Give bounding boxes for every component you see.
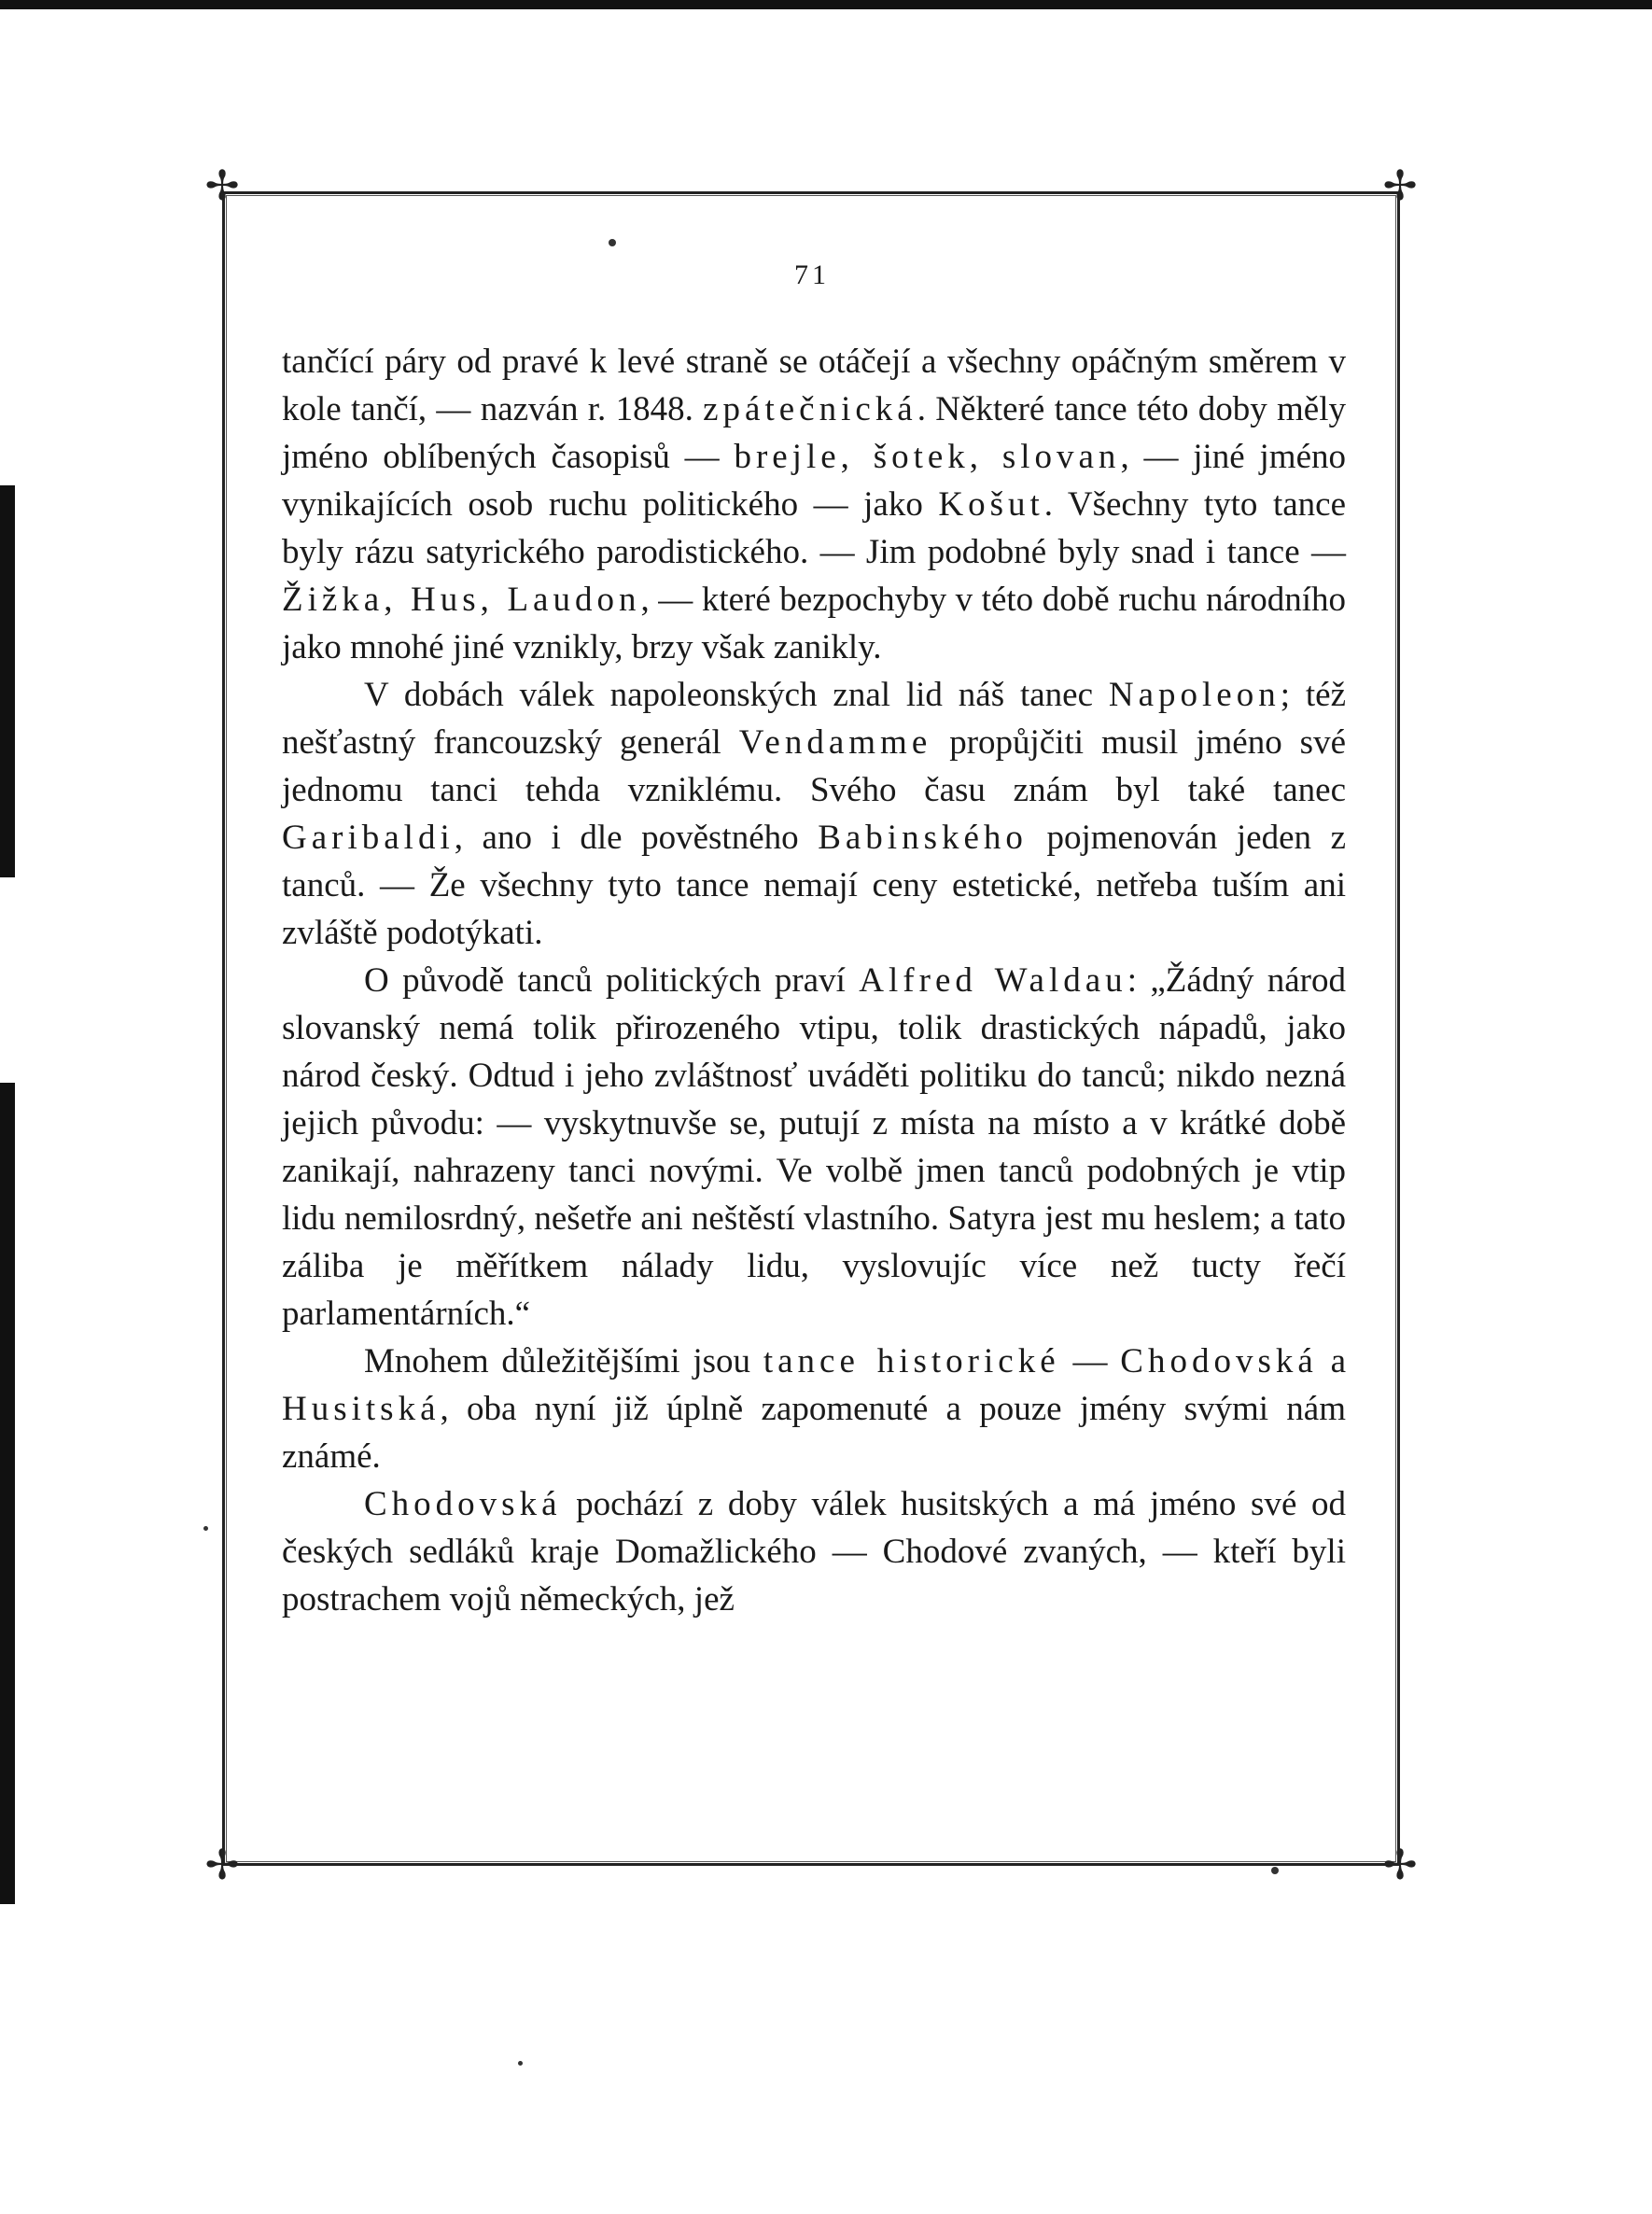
corner-ornament-bottom-left-icon: ✢ [204,1842,240,1889]
text-run: , oba nyní již úplně zapomenuté a pouze jmény svými nám známé. [282,1390,1346,1476]
spaced-name: Vendamme [738,723,932,762]
body-text [282,338,1346,1623]
text-run: propůjčiti musil jméno své jednomu tanci tehda vzniklému. Svého času znám byl také tanec [282,723,1346,809]
text-run: . Některé tance této doby měly jméno oblíbených časopisů — [282,390,1346,476]
corner-ornament-top-right-icon: ✢ [1382,162,1418,210]
page-number: 71 [794,259,830,290]
text-run: pojmenován jeden z tanců. — Že všechny tyto tance nemají ceny estetické, netřeba tuším ani zvláště podotýkati. [282,819,1346,952]
paragraph [282,1338,1346,1480]
spaced-name: zpátečnická [703,390,917,428]
corner-ornament-top-left-icon: ✢ [204,162,240,210]
text-run: a [1317,1342,1347,1380]
speck [1271,1867,1279,1874]
text-run: Mnohem důležitějšími jsou [364,1342,763,1380]
left-margin-mark [0,485,15,877]
spaced-name: Chodovská [1120,1342,1318,1380]
spaced-name: brejle, šotek, slovan [734,438,1121,476]
text-run: , — které bezpochyby v této době ruchu národního jako mnohé jiné vznikly, brzy však zanikly. [282,581,1346,666]
spaced-name: Babinského [818,819,1028,857]
text-run: pochází z doby válek husitských a má jméno své od českých sedláků kraje Domažlického — Chodové zvaných, — kteří byli postrachem vojů německých, jež [282,1485,1346,1618]
text-run: : „Žádný národ slovanský nemá tolik přirozeného vtipu, tolik drastických nápadů, jako národ český. Odtud i jeho zvláštnosť uváděti politiku do tanců; nikdo nezná jejich původu: — vyskytnuvše se, putují z místa na místo a v krátké době zanikají, nahrazeny tanci novými. Ve volbě jmen tanců podobných je vtip lidu nemilosrdný, nešetře ani neštěstí vlastního. Satyra jest mu heslem; a tato záliba je měřítkem nálady lidu, vyslovujíc více než tucty řečí parlamentárních.“ [282,961,1346,1333]
text-run: V dobách válek napoleonských znal lid náš tanec [364,676,1109,714]
text-run: — [1059,1342,1121,1380]
speck [518,2061,523,2066]
paragraph [282,1480,1346,1623]
spaced-name: Napoleon [1108,676,1281,714]
spaced-name: Žižka, Hus, Laudon [282,581,641,619]
left-margin-mark-lower [0,1083,15,1904]
speck [203,1526,208,1531]
text-run: . Všechny tyto tance byly rázu satyrického parodistického. — Jim podobné byly snad i tance — [282,485,1346,571]
text-run: , — jiné jméno vynikajících osob ruchu politického — jako [282,438,1346,524]
spaced-name: Husitská [282,1390,441,1428]
spaced-name: tance historické [763,1342,1060,1380]
spaced-name: Alfred Waldau [859,961,1127,1000]
paragraph [282,338,1346,671]
text-run: tančící páry od pravé k levé straně se otáčejí a všechny opáčným směrem v kole tančí, — nazván r. 1848. [282,343,1346,428]
paragraph [282,671,1346,957]
speck [609,239,616,246]
paragraph [282,957,1346,1338]
text-run: , ano i dle pověstného [454,819,819,857]
corner-ornament-bottom-right-icon: ✢ [1382,1842,1418,1889]
text-run: O původě tanců politických praví [364,961,860,1000]
spaced-name: Košut [938,485,1044,524]
spaced-name: Chodovská [364,1485,562,1523]
page-top-edge [0,0,1652,9]
spaced-name: Garibaldi [282,819,455,857]
text-run: ; též nešťastný francouzský generál [282,676,1346,762]
